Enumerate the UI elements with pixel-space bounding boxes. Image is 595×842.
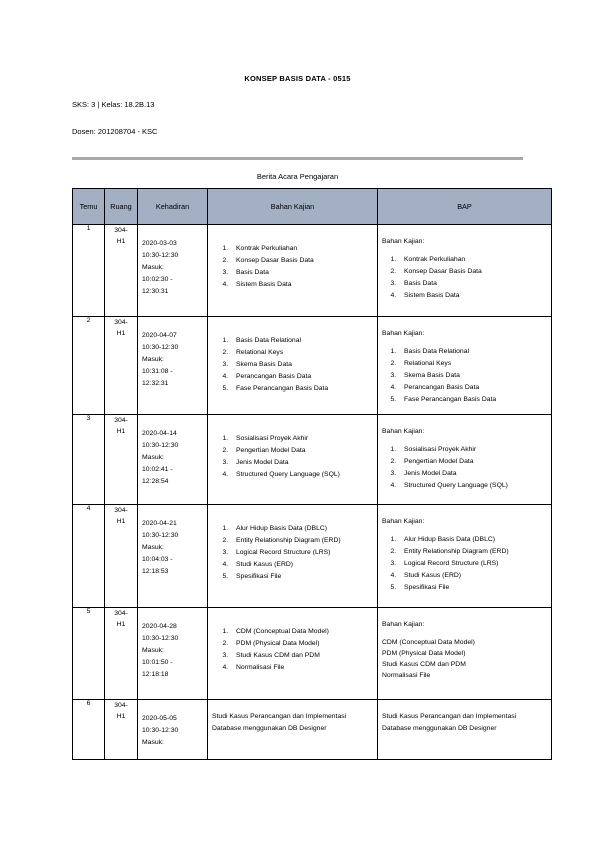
bahan-kajian-cell [208, 608, 378, 700]
list-item: 2. Konsep Dasar Basis Data [230, 255, 377, 267]
bahan-kajian-cell [208, 700, 378, 760]
list-item: 2. PDM (Physical Data Model) [230, 638, 377, 650]
list-item: 3. Skema Basis Data [230, 359, 377, 371]
list-item: 1. CDM (Conceptual Data Model) [230, 626, 377, 638]
ruang-cell: 304- H1 [105, 700, 138, 760]
bap-cell [378, 225, 552, 317]
bahan-kajian-text: Studi Kasus Perancangan dan Implementasi Database menggunakan DB Designer [212, 713, 347, 732]
table-row [73, 505, 552, 608]
list-item: 1. Kontrak Perkuliahan [398, 254, 547, 266]
kehadiran-cell: 2020-04-14 10:30-12:30 Masuk: 10:02:41 - 12:28:54 [138, 415, 208, 505]
header-divider [72, 157, 523, 160]
list-item: 1. Alur Hidup Basis Data (DBLC) [230, 523, 377, 535]
bap-cell [378, 505, 552, 608]
bahan-kajian-cell [208, 415, 378, 505]
list-item: 5. Spesifikasi File [230, 571, 377, 583]
list-item: 5. Fase Perancangan Basis Data [230, 383, 377, 395]
table-row [73, 608, 552, 700]
col-header-temu: Temu [73, 189, 105, 225]
bap-cell [378, 415, 552, 505]
document-title: KONSEP BASIS DATA - 0515 [244, 74, 351, 83]
bap-cell [378, 608, 552, 700]
list-item: 4. Sistem Basis Data [398, 290, 547, 302]
temu-cell: 6 [73, 700, 105, 760]
kehadiran-cell: 2020-03-03 10:30-12:30 Masuk: 10:02:30 - 12:30:31 [138, 225, 208, 317]
ruang-cell: 304- H1 [105, 317, 138, 415]
bahan-kajian-cell [208, 225, 378, 317]
bap-cell [378, 317, 552, 415]
list-item: 4. Studi Kasus (ERD) [398, 570, 547, 582]
bap-cell [378, 700, 552, 760]
list-item: 2. Entity Relationship Diagram (ERD) [398, 546, 547, 558]
list-item: 4. Perancangan Basis Data [230, 371, 377, 383]
table-title: Berita Acara Pengajaran [256, 172, 339, 181]
temu-cell: 3 [73, 415, 105, 505]
bap-text: Studi Kasus Perancangan dan Implementasi Database menggunakan DB Designer [382, 713, 517, 732]
ruang-cell: 304- H1 [105, 608, 138, 700]
list-item: 1. Basis Data Relational [398, 346, 547, 358]
table-row [73, 700, 552, 760]
sks-kelas-info: SKS: 3 | Kelas: 18.2B.13 [72, 100, 155, 109]
list-item: 5. Spesifikasi File [398, 582, 547, 594]
list-item: 1. Kontrak Perkuliahan [230, 243, 377, 255]
ruang-cell: 304- H1 [105, 505, 138, 608]
list-item: 4. Studi Kasus (ERD) [230, 559, 377, 571]
list-item: 4. Perancangan Basis Data [398, 382, 547, 394]
list-item: 2. Konsep Dasar Basis Data [398, 266, 547, 278]
table-row [73, 225, 552, 317]
col-header-kehadiran: Kehadiran [138, 189, 208, 225]
list-item: 2. Entity Relationship Diagram (ERD) [230, 535, 377, 547]
list-item: 3. Studi Kasus CDM dan PDM [230, 650, 377, 662]
ruang-cell: 304- H1 [105, 415, 138, 505]
list-item: 4. Structured Query Language (SQL) [230, 469, 377, 481]
list-item: 5. Fase Perancangan Basis Data [398, 394, 547, 406]
kehadiran-cell: 2020-04-28 10:30-12:30 Masuk: 10:01:50 - 12:18:18 [138, 608, 208, 700]
bap-line: PDM (Physical Data Model) [382, 650, 466, 657]
list-item: 3. Skema Basis Data [398, 370, 547, 382]
bap-line: Normalisasi File [382, 672, 431, 679]
dosen-info: Dosen: 201208704 - KSC [72, 127, 158, 136]
list-item: 1. Sosialisasi Proyek Akhir [398, 444, 547, 456]
berita-acara-table [72, 188, 552, 760]
list-item: 1. Alur Hidup Basis Data (DBLC) [398, 534, 547, 546]
list-item: 4. Normalisasi File [230, 662, 377, 674]
list-item: 2. Relational Keys [398, 358, 547, 370]
list-item: 3. Logical Record Structure (LRS) [398, 558, 547, 570]
kehadiran-cell: 2020-05-05 10:30-12:30 Masuk: [138, 700, 208, 760]
list-item: 3. Logical Record Structure (LRS) [230, 547, 377, 559]
col-header-bahan-kajian: Bahan Kajian [208, 189, 378, 225]
col-header-bap: BAP [378, 189, 552, 225]
list-item: 4. Sistem Basis Data [230, 279, 377, 291]
bap-line: CDM (Conceptual Data Model) [382, 639, 475, 646]
bap-line: Studi Kasus CDM dan PDM [382, 661, 466, 668]
list-item: 3. Basis Data [398, 278, 547, 290]
ruang-cell: 304- H1 [105, 225, 138, 317]
table-header-row [73, 189, 552, 225]
list-item: 4. Structured Query Language (SQL) [398, 480, 547, 492]
list-item: 3. Jenis Model Data [230, 457, 377, 469]
bap-label: Bahan Kajian: [382, 238, 425, 245]
kehadiran-cell: 2020-04-21 10:30-12:30 Masuk: 10:04:03 - 12:18:53 [138, 505, 208, 608]
col-header-ruang: Ruang [105, 189, 138, 225]
list-item: 2. Pengertian Model Data [230, 445, 377, 457]
temu-cell: 4 [73, 505, 105, 608]
temu-cell: 1 [73, 225, 105, 317]
temu-cell: 2 [73, 317, 105, 415]
bap-label: Bahan Kajian: [382, 330, 425, 337]
temu-cell: 5 [73, 608, 105, 700]
list-item: 2. Pengertian Model Data [398, 456, 547, 468]
table-row [73, 415, 552, 505]
bap-label: Bahan Kajian: [382, 518, 425, 525]
kehadiran-cell: 2020-04-07 10:30-12:30 Masuk: 10:31:08 - 12:32:31 [138, 317, 208, 415]
table-row [73, 317, 552, 415]
bahan-kajian-cell [208, 505, 378, 608]
list-item: 2. Relational Keys [230, 347, 377, 359]
list-item: 3. Basis Data [230, 267, 377, 279]
list-item: 1. Basis Data Relational [230, 335, 377, 347]
bap-label: Bahan Kajian: [382, 428, 425, 435]
list-item: 3. Jenis Model Data [398, 468, 547, 480]
list-item: 1. Sosialisasi Proyek Akhir [230, 433, 377, 445]
bap-label: Bahan Kajian: [382, 621, 425, 628]
bahan-kajian-cell [208, 317, 378, 415]
